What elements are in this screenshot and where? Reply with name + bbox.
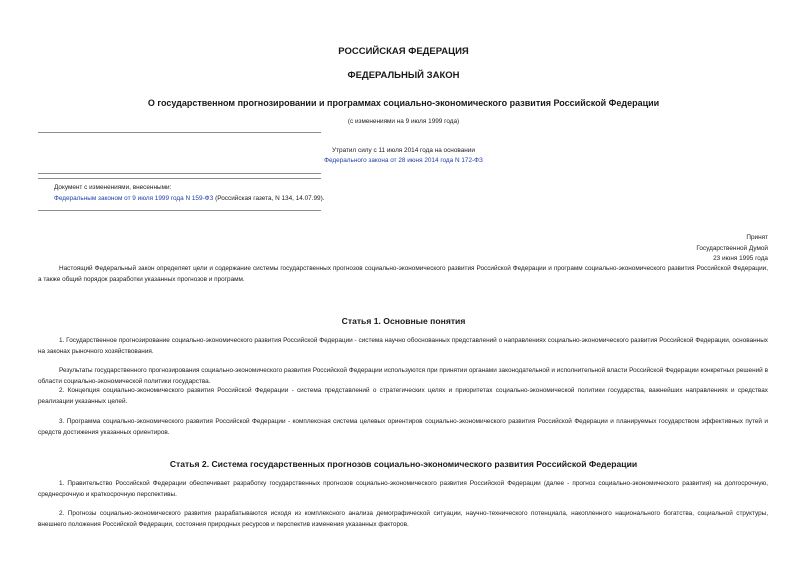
divider [38, 178, 321, 179]
divider [38, 132, 321, 133]
changes-intro: Документ с изменениями, внесенными: [54, 184, 172, 191]
divider [38, 210, 321, 211]
changes-line [54, 194, 324, 205]
article-2-para-2: 2. Прогнозы социально-экономического развития разрабатываются исходя из комплексного анализа демографической ситуации, научно-технического потенциала, накопленного национального богатства, социальной структуры, внешнего положения Российской Федерации, состояния природных ресурсов и перспектив изменения указанных факторов. [38, 510, 768, 528]
article-1-para-4: 3. Программа социально-экономического развития Российской Федерации - комплексная система целевых ориентиров социально-экономического развития Российской Федерации и планируемых государством эффективных путей и средств достижения указанных ориентиров. [38, 418, 768, 436]
repeal-law-link[interactable]: Федерального закона от 28 июня 2014 года N 172-ФЗ [324, 157, 483, 164]
article-1-para-3: 2. Концепция социально-экономического развития Российской Федерации - система представлений о стратегических целях и приоритетах социально-экономической политики государства, важнейших направлениях и средствах реализации указанных целей. [38, 387, 768, 405]
changes-source: (Российская газета, N 134, 14.07.99). [213, 195, 325, 202]
adoption-block [696, 233, 768, 265]
article-1-para-2: Результаты государственного прогнозирования социально-экономического развития Российской Федерации используются при принятии органами законодательной и исполнительной власти Российской Федерации конкретных решений в области социально-экономической политики государства. [38, 367, 768, 385]
country-heading: РОССИЙСКАЯ ФЕДЕРАЦИЯ [338, 46, 469, 57]
article-1-para-1: 1. Государственное прогнозирование социально-экономического развития Российской Федерации - система научно обоснованных представлений о направлениях социально-экономического развития Российской Федерации, основанных на законах рыночного хозяйствования. [38, 337, 768, 355]
divider [38, 173, 321, 174]
adopted-by: Государственной Думой [696, 244, 768, 252]
doc-type-heading: ФЕДЕРАЛЬНЫЙ ЗАКОН [347, 70, 460, 81]
amending-law-link[interactable]: Федеральным законом от 9 июля 1999 года N 159-ФЗ [54, 195, 214, 202]
amendment-note: (с изменениями на 9 июля 1999 года) [347, 118, 460, 125]
repeal-note: Утратил силу с 11 июля 2014 года на основании [332, 147, 475, 154]
law-title: О государственном прогнозировании и программах социально-экономического развития Российской Федерации [147, 98, 660, 108]
article-1-title: Статья 1. Основные понятия [341, 316, 466, 326]
article-2-title: Статья 2. Система государственных прогнозов социально-экономического развития Российской Федерации [169, 459, 638, 469]
article-2-para-1: 1. Правительство Российской Федерации обеспечивает разработку государственных прогнозов социально-экономического развития Российской Федерации (далее - прогноз социально-экономического развития) на долгосрочную, среднесрочную и краткосрочную перспективы. [38, 480, 768, 498]
adopted-date: 23 июня 1995 года [713, 255, 768, 262]
preamble-paragraph: Настоящий Федеральный закон определяет цели и содержание системы государственных прогнозов социально-экономического развития Российской Федерации и программ социально-экономического развития Российской Федерации, а также общий порядок разработки указанных прогнозов и программ. [38, 265, 768, 283]
adopted-label: Принят [746, 234, 768, 241]
